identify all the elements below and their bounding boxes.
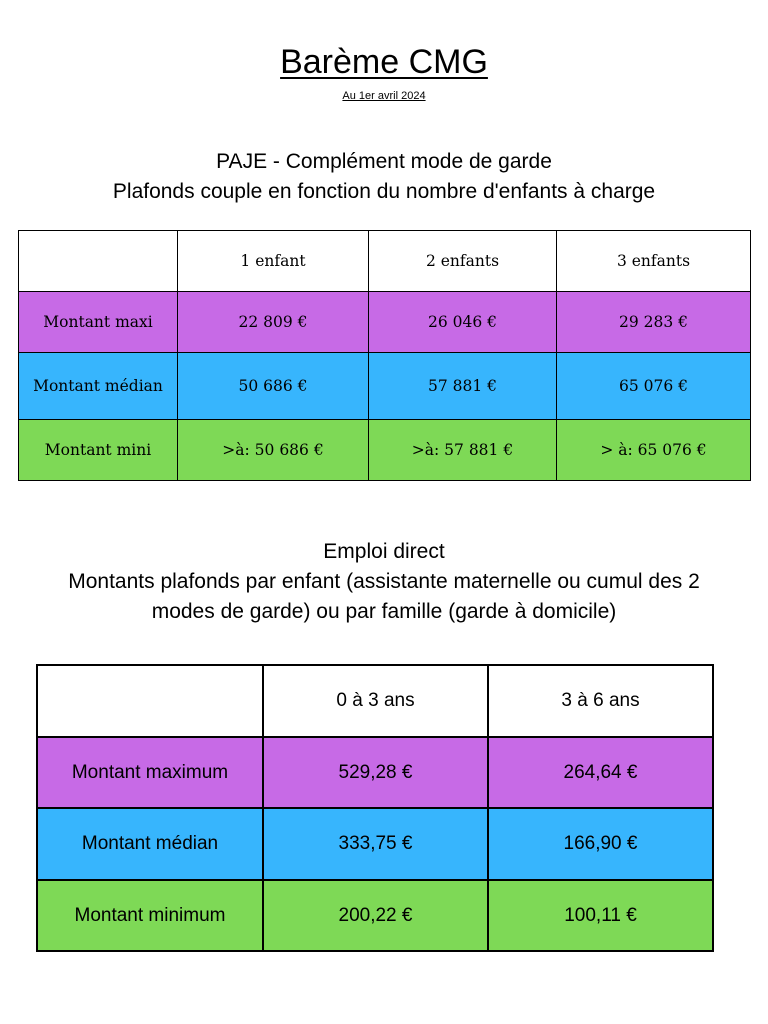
section1-heading-line2: Plafonds couple en fonction du nombre d'enfants à charge	[112, 180, 656, 203]
page-title	[0, 40, 768, 84]
row-label: Montant mini	[19, 420, 178, 481]
table-header-cell: 3 enfants	[557, 231, 751, 292]
table-cell: 65 076 €	[557, 353, 751, 420]
section1-heading-line1: PAJE - Complément mode de garde	[216, 150, 552, 173]
table-header-cell	[19, 231, 178, 292]
section2-heading-line2: Montants plafonds par enfant (assistante maternelle ou cumul des 2	[68, 570, 700, 593]
table-cell: > à: 65 076 €	[557, 420, 751, 481]
table-header-cell	[37, 665, 263, 737]
table-row	[37, 808, 713, 880]
table-cell: 529,28 €	[263, 737, 488, 808]
page-title-text: Barème CMG	[280, 43, 488, 81]
table-row	[19, 420, 751, 481]
table-row	[19, 353, 751, 420]
row-label: Montant minimum	[37, 880, 263, 951]
table-cell: 57 881 €	[369, 353, 557, 420]
table-row	[37, 737, 713, 808]
page-subtitle-text: Au 1er avril 2024	[342, 90, 426, 102]
table-cell: 264,64 €	[488, 737, 713, 808]
table-header-cell: 2 enfants	[369, 231, 557, 292]
table-header-cell: 0 à 3 ans	[263, 665, 488, 737]
section2-heading-line3: modes de garde) ou par famille (garde à domicile)	[151, 600, 617, 623]
table-header-cell: 1 enfant	[178, 231, 369, 292]
section2-heading	[0, 537, 768, 627]
row-label: Montant médian	[37, 808, 263, 880]
table-row	[19, 292, 751, 353]
emploi-direct-table	[36, 664, 714, 952]
row-label: Montant maxi	[19, 292, 178, 353]
table-row	[37, 880, 713, 951]
table-header-row	[37, 665, 713, 737]
table-cell: >à: 57 881 €	[369, 420, 557, 481]
table-cell: 200,22 €	[263, 880, 488, 951]
section1-heading	[0, 147, 768, 207]
table-cell: 50 686 €	[178, 353, 369, 420]
table-cell: 333,75 €	[263, 808, 488, 880]
row-label: Montant médian	[19, 353, 178, 420]
table-cell: 100,11 €	[488, 880, 713, 951]
page-subtitle	[0, 89, 768, 103]
table-cell: >à: 50 686 €	[178, 420, 369, 481]
table-header-row	[19, 231, 751, 292]
section2-heading-line1: Emploi direct	[323, 540, 445, 563]
row-label: Montant maximum	[37, 737, 263, 808]
paje-table	[18, 230, 751, 481]
table-header-cell: 3 à 6 ans	[488, 665, 713, 737]
table-cell: 29 283 €	[557, 292, 751, 353]
table-cell: 22 809 €	[178, 292, 369, 353]
table-cell: 26 046 €	[369, 292, 557, 353]
table-cell: 166,90 €	[488, 808, 713, 880]
